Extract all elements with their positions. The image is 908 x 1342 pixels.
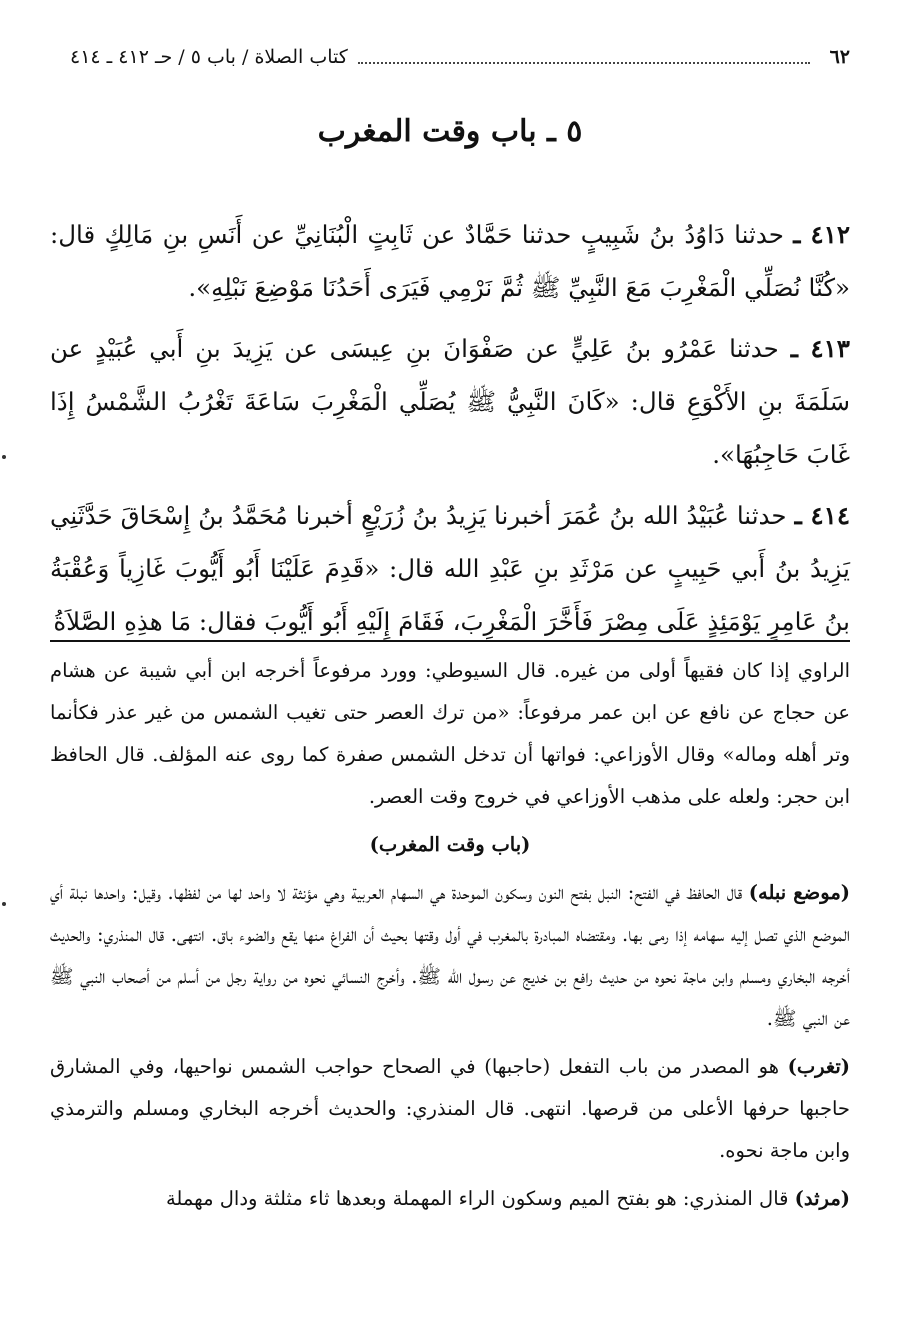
commentary-term: (تغرب) bbox=[787, 1055, 850, 1078]
commentary-text: قال المنذري: هو بفتح الميم وسكون الراء المهملة وبعدها ثاء مثلثة ودال مهملة bbox=[165, 1187, 795, 1210]
hadith-number: ٤١٢ ـ bbox=[793, 220, 850, 249]
commentary-text: هو المصدر من باب التفعل (حاجبها) في الصحاح حواجب الشمس نواحيها، وفي المشارق حاجبها حرفها الأعلى من قرصها. انتهى. قال المنذري: والحديث أخرجه البخاري ومسلم والترمذي وابن ماجة نحوه. bbox=[50, 1055, 850, 1162]
commentary-entry bbox=[50, 1046, 850, 1172]
hadith-paragraph bbox=[50, 322, 850, 481]
commentary-text: قال الحافظ في الفتح: النبل بفتح النون وسكون الموحدة هي السهام العربية وهي مؤنثة لا واحد لها من لفظها. وقيل: واحدها نبلة أي الموضع الذي تصل إليه سهامه إذا رمى بها. ومقتضاه المبادرة بالمغرب في أول وقتها بحيث أن الفراغ منها يقع والضوء باق. انتهى. قال المنذري: والحديث أخرجه البخاري ومسلم وابن ماجة نحوه من حديث رافع بن خديج عن رسول الله ﷺ. وأخرج النسائي نحوه من رواية رجل من أسلم من أصحاب النبي ﷺ عن النبي ﷺ. bbox=[50, 881, 850, 1030]
commentary-entry bbox=[50, 872, 850, 1040]
page-number: ٦٢ bbox=[829, 46, 850, 68]
commentary-continuation: الراوي إذا كان فقيهاً أولى من غيره. قال السيوطي: وورد مرفوعاً أخرجه ابن أبي شيبة عن هشام عن حجاج عن نافع عن ابن عمر مرفوعاً: «من ترك العصر حتى تغيب الشمس من غير عذر فكأنما وتر أهله وماله» وقال الأوزاعي: فواتها أن تدخل الشمس صفرة كما روى عنه المؤلف. قال الحافظ ابن حجر: ولعله على مذهب الأوزاعي في خروج وقت العصر. bbox=[50, 659, 850, 808]
scan-speck bbox=[2, 902, 6, 906]
book-title: كتاب الصلاة / باب ٥ / حـ ٤١٢ ـ ٤١٤ bbox=[70, 46, 348, 68]
commentary-subheading: (باب وقت المغرب) bbox=[369, 833, 531, 856]
hadith-paragraph bbox=[50, 208, 850, 314]
footnote-separator bbox=[50, 640, 850, 642]
commentary-term: (مرثد) bbox=[794, 1187, 850, 1210]
hadith-paragraph bbox=[50, 489, 850, 648]
commentary-block bbox=[50, 650, 850, 1226]
hadith-text: حدثنا عُبَيْدُ الله بنُ عُمَرَ أخبرنا يَزِيدُ بنُ زُرَيْعٍ أخبرنا مُحَمَّدُ بنُ إِسْحَاقَ حَدَّثَنِي يَزِيدُ بنُ أَبي حَبِيبٍ عن مَرْثَدِ بنِ عَبْدِ الله قال: «قَدِمَ عَلَيْنَا أَبُو أَيُّوبَ غَازِياً وَعُقْبَةُ بنُ عَامِرٍ يَوْمَئِذٍ عَلَى مِصْرَ فَأَخَّرَ الْمَغْرِبَ، فَقَامَ إِلَيْهِ أَبُو أَيُّوبَ فقال: مَا هذِهِ الصَّلاَةُ bbox=[50, 501, 850, 636]
chapter-title: ٥ ـ باب وقت المغرب bbox=[317, 114, 583, 149]
hadith-text: حدثنا عَمْرُو بنُ عَلِيٍّ عن صَفْوَانَ بنِ عِيسَى عن يَزِيدَ بنِ أَبي عُبَيْدٍ عن سَلَمَةَ بنِ الأَكْوَعِ قال: «كَانَ النَّبِيُّ ﷺ يُصَلِّي الْمَغْرِبَ سَاعَةَ تَغْرُبُ الشَّمْسُ إِذَا غَابَ حَاجِبُهَا». bbox=[50, 334, 850, 469]
leader-dots bbox=[358, 62, 810, 64]
hadith-text-block bbox=[50, 208, 850, 656]
commentary-term: (موضع نبله) bbox=[748, 881, 850, 904]
scan-speck bbox=[2, 455, 6, 459]
running-head bbox=[50, 40, 850, 74]
hadith-number: ٤١٤ ـ bbox=[794, 501, 850, 530]
hadith-number: ٤١٣ ـ bbox=[790, 334, 850, 363]
hadith-text: حدثنا دَاوُدُ بنُ شَبِيبٍ حدثنا حَمَّادٌ عن ثَابِتٍ الْبُنَانِيِّ عن أَنَسِ بنِ مَالِكٍ قال: «كُنَّا نُصَلِّي الْمَغْرِبَ مَعَ النَّبِيِّ ﷺ ثُمَّ نَرْمِي فَيَرَى أَحَدُنَا مَوْضِعَ نَبْلِهِ». bbox=[50, 220, 850, 302]
commentary-entry bbox=[50, 1178, 850, 1220]
book-page bbox=[50, 40, 850, 1320]
